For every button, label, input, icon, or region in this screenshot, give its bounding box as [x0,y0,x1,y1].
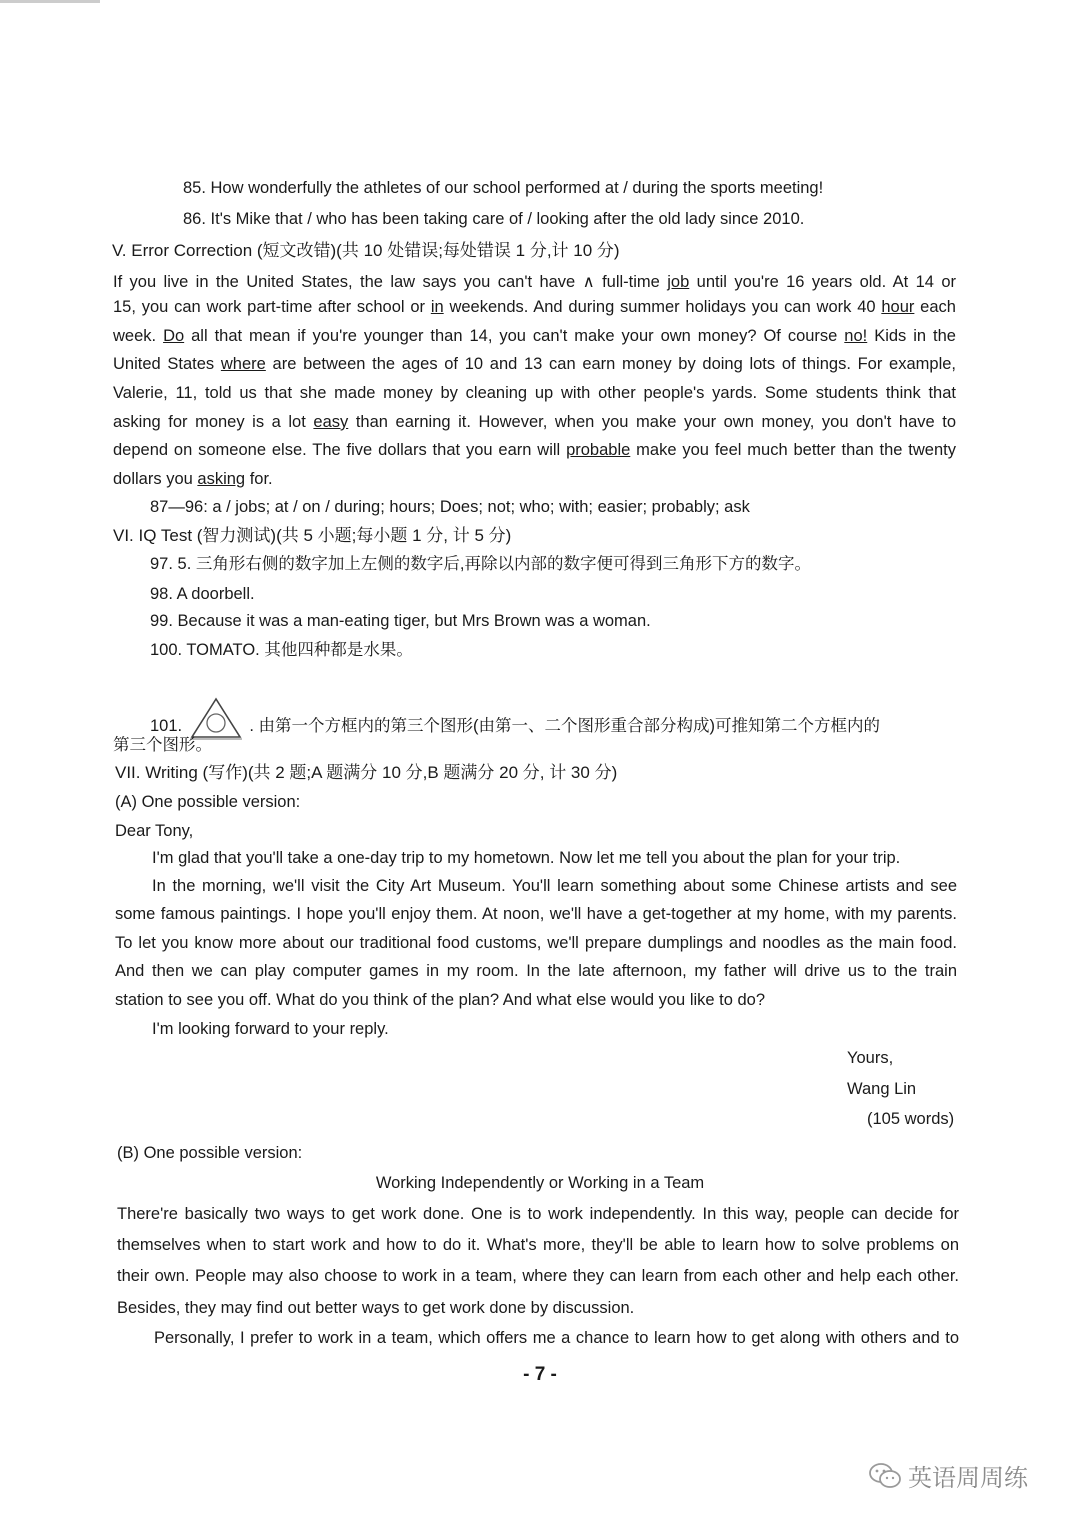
watermark-text: 英语周周练 [908,1465,1028,1492]
section-error-correction-heading: V. Error Correction (短文改错)(共 10 处错误;每处错误 1 分,计 10 分) [112,241,620,260]
marked-word: in [430,298,444,316]
marked-word: no! [844,327,868,345]
marked-word: easy [313,413,349,431]
answer-98: 98. A doorbell. [150,585,255,603]
version-b-label: (B) One possible version: [117,1144,303,1162]
word-count: (105 words) [867,1110,955,1128]
essay-line-3: their own. People may also choose to work in a team, where they can learn from each other and help each other. [117,1267,959,1285]
section-writing-heading: VII. Writing (写作)(共 2 题;A 题满分 10 分,B 题满分 20 分, 计 30 分) [115,763,618,782]
error-correction-line-7: depend on someone else. The five dollars that you earn will probable make you feel much better than the twenty [113,441,956,459]
marked-word: probable [566,441,631,459]
section-iq-test-heading: VI. IQ Test (智力测试)(共 5 小题;每小题 1 分, 计 5 分) [113,526,512,545]
letter-line-5: And then we can play computer games in my room. In the late afternoon, my father will drive us to the train [115,962,957,980]
error-correction-line-8: dollars you asking for. [113,470,273,488]
watermark [868,1458,1028,1493]
answers-87-96: 87—96: a / jobs; at / on / during; hours; Does; not; who; with; easier; probably; ask [150,498,750,516]
marked-word: Do [163,327,185,345]
letter-line-4: To let you know more about our traditional food customs, we'll prepare dumplings and noodles as the main food. [115,934,957,952]
letter-line-6: station to see you off. What do you think of the plan? And what else would you like to do? [115,991,766,1009]
essay-line-1: There're basically two ways to get work done. One is to work independently. In this way, people can decide for [117,1205,959,1223]
essay-line-2: themselves when to start work and how to do it. What's more, they'll be able to learn how to solve problems on [117,1236,959,1254]
essay-line-5: Personally, I prefer to work in a team, which offers me a chance to learn how to get along with others and to [154,1329,959,1347]
marked-word: hour [881,298,915,316]
letter-line-3: some famous paintings. I hope you'll enjoy them. At noon, we'll have a get-together at my home, with my parents. [115,905,957,923]
answer-99: 99. Because it was a man-eating tiger, but Mrs Brown was a woman. [150,612,651,630]
error-correction-line-2: 15, you can work part-time after school or in weekends. And during summer holidays you can work 40 hour each [113,298,956,316]
answer-85: 85. How wonderfully the athletes of our school performed at / during the sports meeting! [183,179,824,197]
marked-word: job [667,273,690,291]
marked-word: asking [197,470,246,488]
essay-title: Working Independently or Working in a Team [375,1174,705,1192]
answer-97: 97. 5. 三角形右侧的数字加上左侧的数字后,再除以内部的数字便可得到三角形下方的数字。 [150,555,811,573]
answer-86: 86. It's Mike that / who has been taking care of / looking after the old lady since 2010. [183,210,805,228]
answer-100: 100. TOMATO. 其他四种都是水果。 [150,641,413,659]
version-a-label: (A) One possible version: [115,793,301,811]
letter-line-1: I'm glad that you'll take a one-day trip to my hometown. Now let me tell you about the plan for your trip. [152,849,901,867]
letter-salutation: Dear Tony, [115,822,194,840]
page-number: - 7 - [523,1364,557,1385]
error-correction-line-3: week. Do all that mean if you're younger than 14, you can't make your own money? Of course no! Kids in the [113,327,956,345]
error-correction-line-6: asking for money is a lot easy than earning it. However, when you make your own money, you don't have to [113,413,957,431]
marked-word: where [220,355,266,373]
answer-101: 101. . 由第一个方框内的第三个图形(由第一、二个图形重合部分构成)可推知第二个方框内的 [150,697,880,741]
wechat-icon [868,1461,902,1491]
letter-yours: Yours, [847,1049,894,1067]
error-correction-line-1: If you live in the United States, the law says you can't have ∧ full-time job until you're 16 years old. At 14 or [113,273,957,291]
answer-101-continued: 第三个图形。 [113,736,212,754]
letter-line-2: In the morning, we'll visit the City Art Museum. You'll learn something about some Chinese artists and see [152,877,957,895]
caret-mark: ∧ [582,273,595,291]
error-correction-line-4: United States where are between the ages of 10 and 13 can earn money by doing lots of things. For example, [113,355,956,373]
letter-signature: Wang Lin [847,1080,917,1098]
error-correction-line-5: Valerie, 11, told us that she made money by cleaning up with other people's yards. Some students think that [113,384,956,402]
letter-closing-line: I'm looking forward to your reply. [152,1020,389,1038]
scan-edge [0,0,100,3]
essay-line-4: Besides, they may find out better ways to get work done by discussion. [117,1299,635,1317]
